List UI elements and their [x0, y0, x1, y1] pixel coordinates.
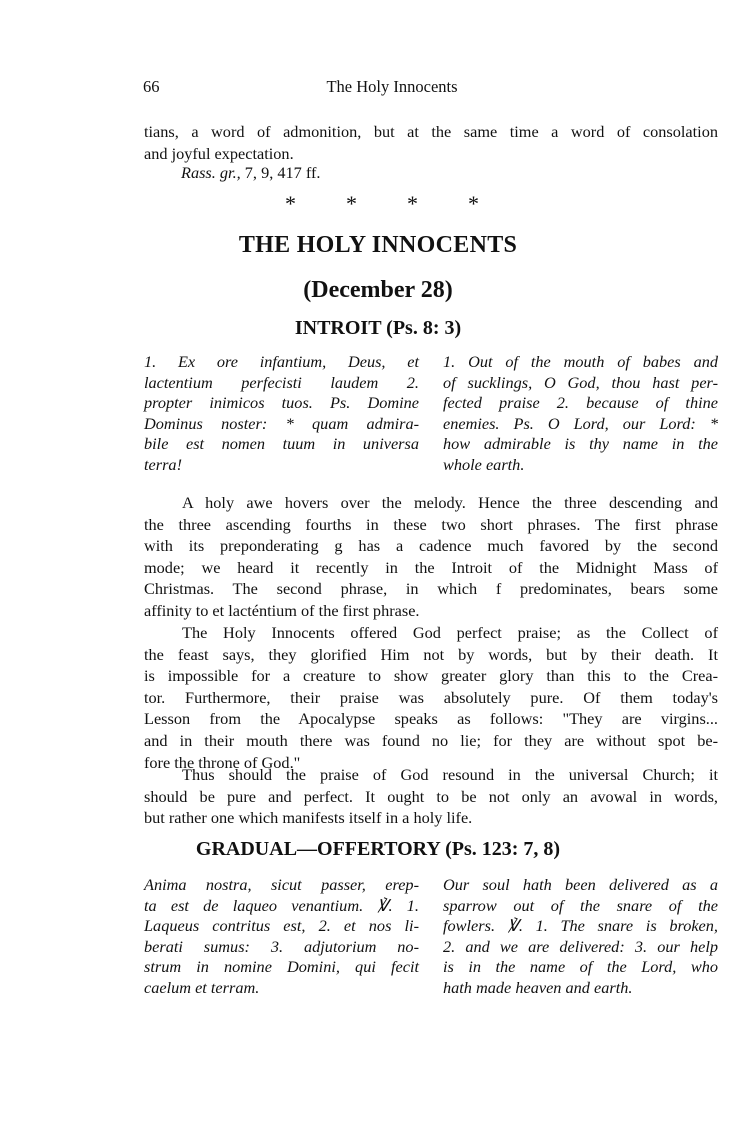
text-line: The Holy Innocents offered God perfect praise; as the Collect of	[182, 623, 718, 642]
text-line: propter inimicos tuos. Ps. Domine	[144, 393, 419, 412]
text-line: with its preponderating g has a cadence much favored by the second	[144, 536, 718, 556]
text-line: of sucklings, O God, thou hast per-	[443, 372, 718, 392]
text-line: mode; we heard it recently in the Introit of the Midnight Mass of	[144, 557, 718, 577]
text-line: ta est de laqueo venantium. ℣. 1.	[144, 895, 419, 915]
text-line: fore the throne of God."	[144, 752, 301, 772]
continuation-paragraph	[144, 121, 718, 164]
text-line: the three ascending fourths in these two short phrases. The first phrase	[144, 514, 718, 534]
asterisk: *	[407, 191, 418, 216]
text-line: and joyful expectation.	[144, 143, 294, 163]
text-line: lactentium perfecisti laudem 2.	[144, 372, 419, 392]
text-line: Our soul hath been delivered as a	[443, 875, 718, 894]
text-line: bile est nomen tuum in universa	[144, 434, 419, 453]
text-line: A holy awe hovers over the melody. Hence the three descending and	[182, 493, 718, 512]
text-line: should be pure and perfect. It ought to be not only an avowal in words,	[144, 786, 718, 806]
introit-heading: INTROIT (Ps. 8: 3)	[294, 317, 462, 339]
text-line: is impossible for a creature to show greater glory than this to the Crea-	[144, 666, 718, 686]
commentary-paragraph-1	[144, 492, 718, 622]
introit-latin-column	[144, 352, 419, 475]
reference-title: Rass. gr.,	[181, 163, 241, 182]
text-line: Christmas. The second phrase, in which f predominates, bears some	[144, 579, 718, 599]
text-line: Anima nostra, sicut passer, erep-	[144, 875, 419, 894]
text-line: 1. Ex ore infantium, Deus, et	[144, 352, 419, 371]
section-separator	[0, 191, 744, 217]
asterisk: *	[346, 191, 357, 216]
text-line: 2. and we are delivered: 3. our help	[443, 936, 718, 956]
text-line: Laqueus contritus est, 2. et nos li-	[144, 916, 419, 935]
text-line: Lesson from the Apocalypse speaks as follows: "They are virgins...	[144, 709, 718, 729]
reference-pages: 7, 9, 417 ff.	[240, 163, 321, 182]
text-line: caelum et terram.	[144, 977, 260, 997]
text-line: strum in nomine Domini, qui fecit	[144, 957, 419, 976]
gradual-offertory-heading: GRADUAL—OFFERTORY (Ps. 123: 7, 8)	[195, 838, 561, 860]
running-title: The Holy Innocents	[326, 77, 458, 96]
page-number: 66	[143, 77, 160, 96]
text-line: but rather one which manifests itself in a holy life.	[144, 808, 473, 828]
text-line: Thus should the praise of God resound in the universal Church; it	[182, 765, 718, 784]
commentary-paragraph-2	[144, 622, 718, 773]
text-line: terra!	[144, 454, 182, 474]
text-line: tians, a word of admonition, but at the same time a word of consolation	[144, 122, 718, 141]
text-line: tor. Furthermore, their praise was absolutely pure. Of them today's	[144, 687, 718, 707]
feast-date: (December 28)	[303, 277, 453, 303]
text-line: affinity to et lacténtium of the first phrase.	[144, 600, 420, 620]
text-line: fected praise 2. because of thine	[443, 393, 718, 412]
gradual-english-column	[443, 875, 718, 998]
text-line: and in their mouth there was found no lie; for they are without spot be-	[144, 730, 718, 750]
gradual-latin-column	[144, 875, 419, 998]
text-line: sparrow out of the snare of the	[443, 895, 718, 915]
text-line: fowlers. ℣. 1. The snare is broken,	[443, 916, 718, 935]
text-line: 1. Out of the mouth of babes and	[443, 352, 718, 371]
text-line: whole earth.	[443, 454, 525, 474]
text-line: hath made heaven and earth.	[443, 977, 633, 997]
text-line: how admirable is thy name in the	[443, 434, 718, 453]
text-line: is in the name of the Lord, who	[443, 957, 718, 976]
chapter-title: THE HOLY INNOCENTS	[238, 232, 518, 258]
asterisk: *	[285, 191, 296, 216]
text-line: enemies. Ps. O Lord, our Lord: *	[443, 413, 718, 433]
commentary-paragraph-3	[144, 764, 718, 829]
text-line: berati sumus: 3. adjutorium no-	[144, 936, 419, 956]
source-reference	[181, 163, 320, 183]
introit-english-column	[443, 352, 718, 475]
asterisk: *	[468, 191, 479, 216]
text-line: the feast says, they glorified Him not by words, but by their death. It	[144, 644, 718, 664]
text-line: Dominus noster: * quam admira-	[144, 413, 419, 433]
